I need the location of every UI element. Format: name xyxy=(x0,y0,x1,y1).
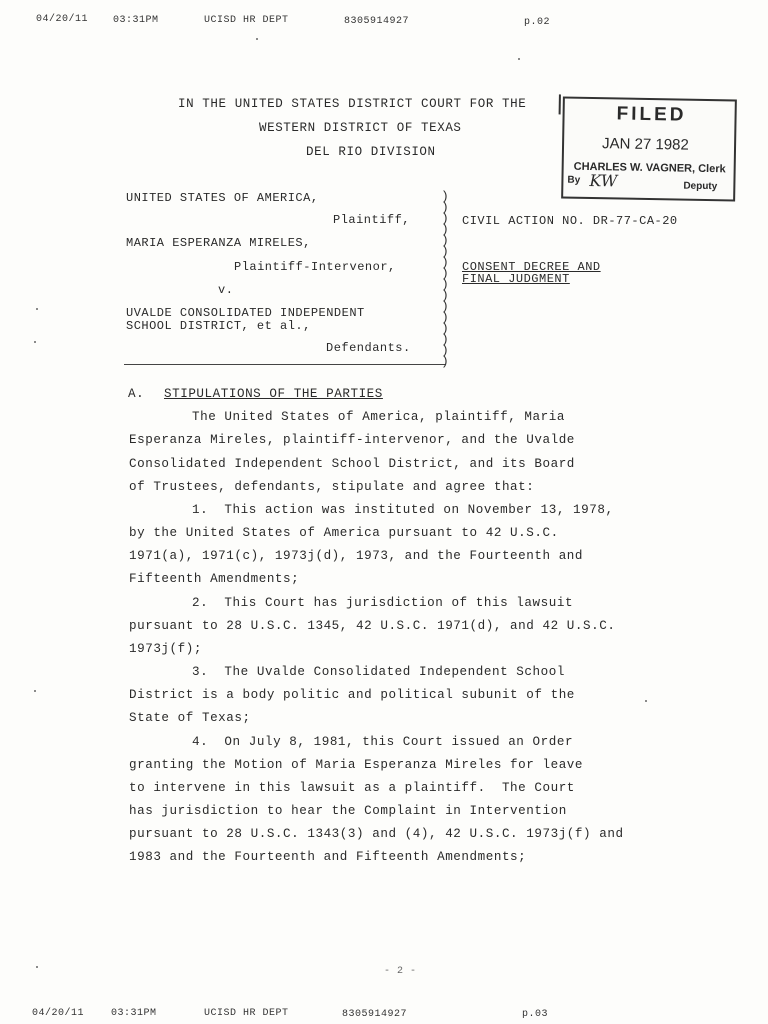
scan-speck xyxy=(36,308,38,310)
stamp-deputy: Deputy xyxy=(683,180,718,193)
fax-header-sender: UCISD HR DEPT xyxy=(204,15,289,26)
body-line: 4. On July 8, 1981, this Court issued an Order xyxy=(192,735,574,749)
caption-intervenor-role: Plaintiff-Intervenor, xyxy=(234,260,396,274)
fax-header-time: 03:31PM xyxy=(113,15,159,26)
caption-bracket: ) xyxy=(441,288,449,303)
fax-header-number: 8305914927 xyxy=(344,16,410,27)
body-line: 1983 and the Fourteenth and Fifteenth Amendments; xyxy=(129,850,527,864)
caption-bracket: ) xyxy=(441,332,449,347)
body-line: of Trustees, defendants, stipulate and agree that: xyxy=(129,480,535,494)
fax-header-date: 04/20/11 xyxy=(36,14,89,25)
caption-defendant-line2: SCHOOL DISTRICT, et al., xyxy=(126,319,311,333)
caption-bracket: ) xyxy=(441,233,449,248)
caption-bracket: ) xyxy=(441,200,449,215)
court-heading-line1: IN THE UNITED STATES DISTRICT COURT FOR THE xyxy=(178,97,527,111)
scan-speck xyxy=(36,966,38,968)
stamp-corner-mark xyxy=(559,94,569,114)
body-line: Esperanza Mireles, plaintiff-intervenor, and the Uvalde xyxy=(129,433,575,447)
stamp-clerk: CHARLES W. VAGNER, Clerk xyxy=(573,160,726,176)
caption-versus: v. xyxy=(218,283,234,297)
body-line: Fifteenth Amendments; xyxy=(129,572,300,586)
caption-bracket: ) xyxy=(441,299,449,314)
document-title-line2: FINAL JUDGMENT xyxy=(462,272,570,286)
body-line: pursuant to 28 U.S.C. 1345, 42 U.S.C. 1971(d), and 42 U.S.C. xyxy=(129,619,616,633)
body-line: 1971(a), 1971(c), 1973j(d), 1973, and the Fourteenth and xyxy=(129,549,584,563)
scan-speck xyxy=(645,700,647,702)
fax-footer-date: 04/20/11 xyxy=(32,1008,85,1019)
fax-footer-time: 03:31PM xyxy=(111,1008,157,1019)
scan-speck xyxy=(256,38,258,40)
caption-bracket: ) xyxy=(441,211,449,226)
body-line: granting the Motion of Maria Esperanza Mireles for leave xyxy=(129,758,584,772)
caption-bracket: ) xyxy=(441,255,449,270)
civil-action-number: CIVIL ACTION NO. DR-77-CA-20 xyxy=(462,214,678,228)
stamp-date: JAN 27 1982 xyxy=(601,135,689,154)
body-line: 2. This Court has jurisdiction of this lawsuit xyxy=(192,596,574,610)
caption-defendant-role: Defendants. xyxy=(326,341,411,355)
court-heading-line2: WESTERN DISTRICT OF TEXAS xyxy=(259,121,462,135)
filed-stamp xyxy=(561,96,737,201)
scan-speck xyxy=(34,341,36,343)
caption-plaintiff-role: Plaintiff, xyxy=(333,213,411,227)
stamp-by: By xyxy=(567,174,581,186)
section-heading: STIPULATIONS OF THE PARTIES xyxy=(164,387,383,401)
caption-party-plaintiff: UNITED STATES OF AMERICA, xyxy=(126,191,319,205)
stamp-filed-label: FILED xyxy=(616,103,687,126)
caption-bracket: ) xyxy=(441,189,449,204)
body-line: 1. This action was instituted on November 13, 1978, xyxy=(192,503,614,517)
scan-speck xyxy=(518,58,520,60)
body-line: has jurisdiction to hear the Complaint in Intervention xyxy=(129,804,567,818)
caption-bracket: ) xyxy=(441,321,449,336)
caption-party-intervenor: MARIA ESPERANZA MIRELES, xyxy=(126,236,311,250)
fax-footer-number: 8305914927 xyxy=(342,1009,408,1020)
body-line: pursuant to 28 U.S.C. 1343(3) and (4), 42 U.S.C. 1973j(f) and xyxy=(129,827,624,841)
fax-footer-sender: UCISD HR DEPT xyxy=(204,1008,289,1019)
body-line: to intervene in this lawsuit as a plaintiff. The Court xyxy=(129,781,575,795)
page-number: - 2 - xyxy=(384,966,417,977)
fax-footer-page: p.03 xyxy=(522,1009,549,1020)
caption-bracket: ) xyxy=(441,266,449,281)
caption-bracket: ) xyxy=(441,354,449,369)
scan-speck xyxy=(34,690,36,692)
stamp-initials-signature: KW xyxy=(589,170,618,191)
caption-defendant-line1: UVALDE CONSOLIDATED INDEPENDENT xyxy=(126,306,365,320)
body-line: 3. The Uvalde Consolidated Independent School xyxy=(192,665,565,679)
body-line: The United States of America, plaintiff, Maria xyxy=(192,410,565,424)
caption-bottom-rule xyxy=(124,364,446,365)
body-line: by the United States of America pursuant to 42 U.S.C. xyxy=(129,526,559,540)
caption-bracket: ) xyxy=(441,244,449,259)
document-title-line1: CONSENT DECREE AND xyxy=(462,260,601,274)
section-letter: A. xyxy=(128,387,145,401)
fax-header-page: p.02 xyxy=(524,17,551,28)
court-heading-line3: DEL RIO DIVISION xyxy=(306,145,436,159)
body-line: State of Texas; xyxy=(129,711,251,725)
body-line: 1973j(f); xyxy=(129,642,202,656)
caption-bracket: ) xyxy=(441,277,449,292)
caption-bracket: ) xyxy=(441,310,449,325)
caption-bracket: ) xyxy=(441,222,449,237)
body-line: Consolidated Independent School District, and its Board xyxy=(129,457,575,471)
caption-bracket: ) xyxy=(441,343,449,358)
body-line: District is a body politic and political subunit of the xyxy=(129,688,575,702)
